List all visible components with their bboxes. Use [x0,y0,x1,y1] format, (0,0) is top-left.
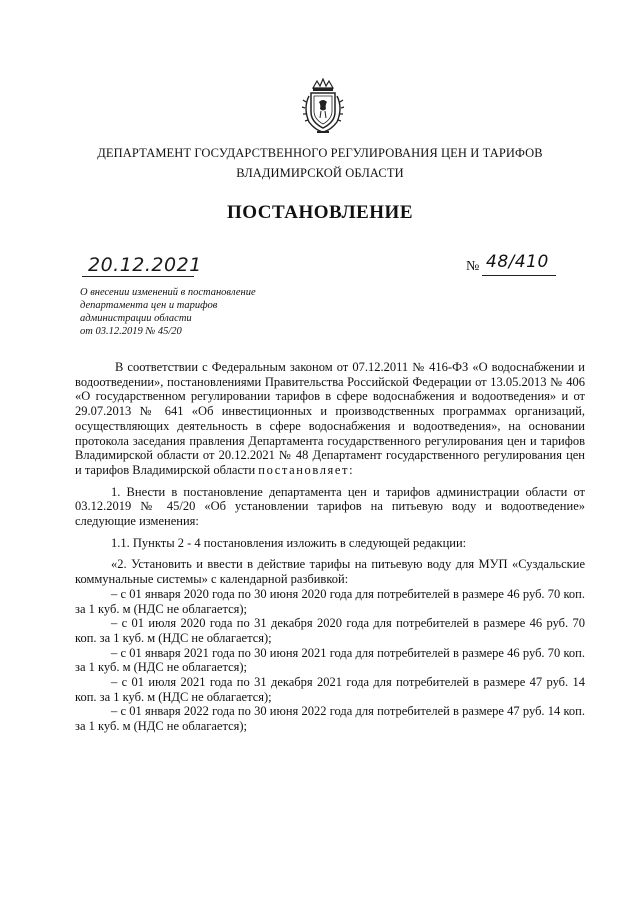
item-1-1: 1.1. Пункты 2 - 4 постановления изложить в следующей редакции: [111,535,467,550]
preamble-paragraph [75,360,585,478]
document-body [75,360,585,734]
document-number: 48/410 [486,252,549,272]
subject-line: администрации области [80,313,192,324]
subject-line: О внесении изменений в постановление [80,287,256,298]
document-title: ПОСТАНОВЛЕНИЕ [226,202,414,223]
item-2: «2. Установить и ввести в действие тарифы на питьевую воду для МУП «Суздальские коммунальные системы» с календарной разбивкой: [75,557,585,587]
tariff-item: – с 01 июля 2020 года по 31 декабря 2020 года для потребителей в размере 46 руб. 70 коп. за 1 куб. м (НДС не облагается); [75,616,585,645]
department-name-line2: ВЛАДИМИРСКОЙ ОБЛАСТИ [236,166,404,180]
preamble-text: В соответствии с Федеральным законом от 07.12.2011 № 416-ФЗ «О водоснабжении и водоотведении», постановлениями Правительства Российской Федерации от 13.05.2013 № 406 «О государственном регулировании тарифов в сфере водоснабжения и водоотведения» и от 29.07.2013 № 641 «Об инвестиционных и производственных программах организаций, осуществляющих деятельность в сфере водоснабжения и водоотведения», на основании протокола заседания правления Департамента государственного регулирования цен и тарифов Владимирской области от 20.12.2021 № 48 Департамент государственного регулирования цен и тарифов Владимирской области [75,360,585,477]
tariff-item: – с 01 января 2020 года по 30 июня 2020 года для потребителей в размере 46 руб. 70 коп. за 1 куб. м (НДС не облагается); [75,586,585,616]
decree-word: постановляет: [258,462,355,477]
document-subject [80,286,310,338]
tariff-item: – с 01 января 2022 года по 30 июня 2022 года для потребителей в размере 47 руб. 14 коп. за 1 куб. м (НДС не облагается); [75,704,585,734]
department-name-line1: ДЕПАРТАМЕНТ ГОСУДАРСТВЕННОГО РЕГУЛИРОВАНИЯ ЦЕН И ТАРИФОВ [97,146,543,160]
document-date: 20.12.2021 [88,254,202,276]
subject-line: департамента цен и тарифов [80,300,218,311]
document-number-label: № [466,259,480,274]
tariff-item: – с 01 июля 2021 года по 31 декабря 2021 года для потребителей в размере 47 руб. 14 коп. за 1 куб. м (НДС не облагается); [75,675,585,704]
coat-of-arms-icon [299,78,347,136]
item-1: 1. Внести в постановление департамента цен и тарифов администрации области от 03.12.2019 № 45/20 «Об установлении тарифов на питьевую воду и водоотведение» следующие изменения: [75,484,585,529]
subject-line: от 03.12.2019 № 45/20 [80,326,182,337]
date-underline [82,276,194,277]
tariff-item: – с 01 января 2021 года по 30 июня 2021 года для потребителей в размере 46 руб. 70 коп. за 1 куб. м (НДС не облагается); [75,645,585,675]
number-underline [482,275,556,276]
